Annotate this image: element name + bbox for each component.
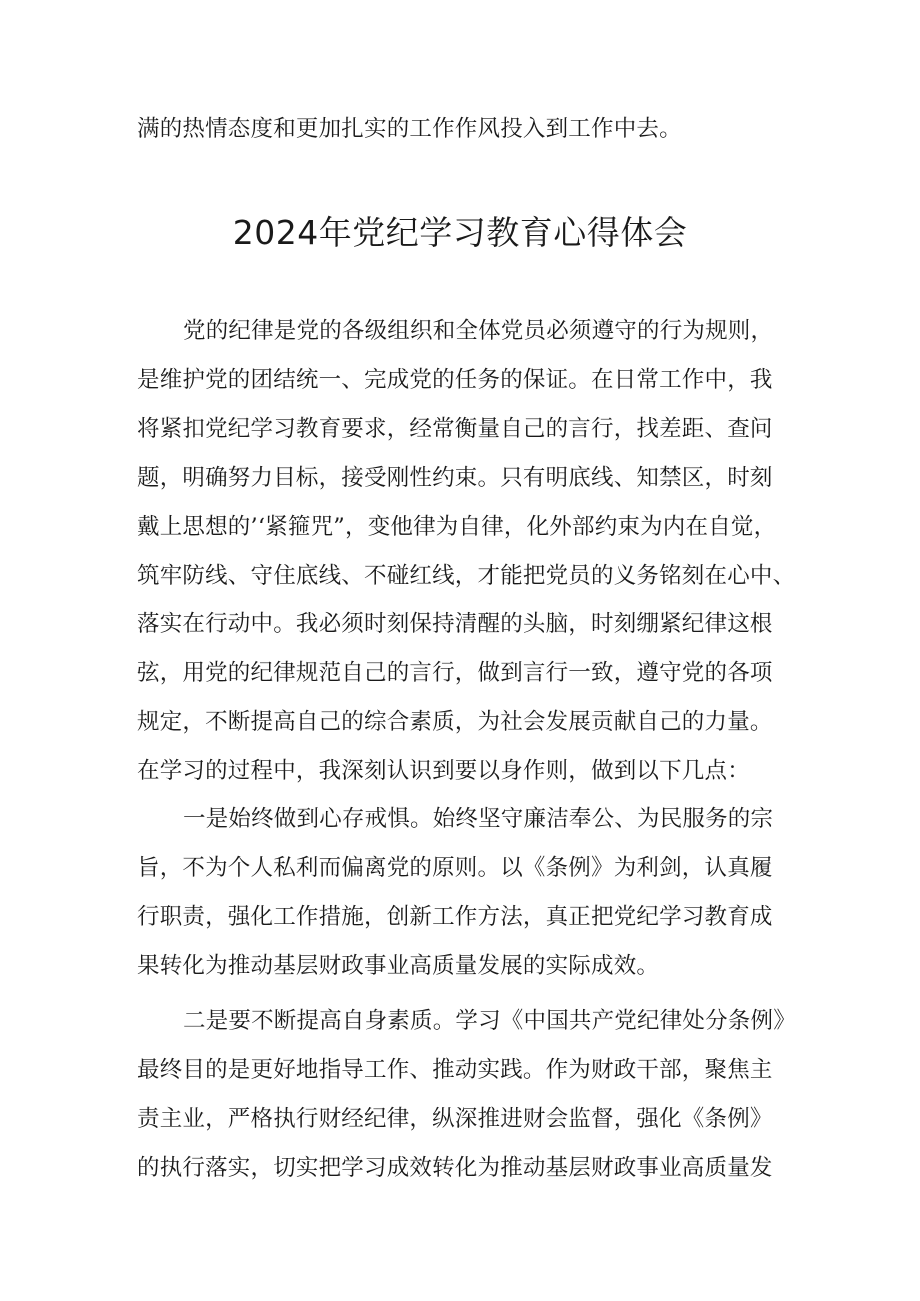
paragraph-line: 是维护党的团结统一、完成党的任务的保证。在日常工作中，我 — [137, 367, 773, 393]
paragraph-line: 党的纪律是党的各级组织和全体党员必须遵守的行为规则， — [183, 318, 774, 344]
paragraph-line: 戴上思想的’‘紧箍咒”，变他律为自律，化外部约束为内在自觉， — [137, 514, 777, 540]
paragraph-line: 果转化为推动基层财政事业高质量发展的实际成效。 — [137, 953, 660, 979]
paragraph-line: 弦，用党的纪律规范自己的言行，做到言行一致，遵守党的各项 — [137, 660, 773, 686]
paragraph-line: 的执行落实，切实把学习成效转化为推动基层财政事业高质量发 — [137, 1155, 773, 1181]
paragraph-line: 在学习的过程中，我深刻认识到要以身作则，做到以下几点： — [137, 758, 750, 784]
paragraph-line: 将紧扣党纪学习教育要求，经常衡量自己的言行，找差距、查问 — [137, 416, 773, 442]
paragraph-line: 行职责，强化工作措施，创新工作方法，真正把党纪学习教育成 — [137, 904, 773, 930]
paragraph-line: 落实在行动中。我必须时刻保持清醒的头脑，时刻绷紧纪律这根 — [137, 611, 773, 637]
paragraph-line: 筑牢防线、守住底线、不碰红线，才能把党员的义务铭刻在心中、 — [137, 563, 796, 589]
paragraph-line: 责主业，严格执行财经纪律，纵深推进财会监督，强化《条例》 — [137, 1106, 773, 1132]
paragraph-line: 一是始终做到心存戒惧。始终坚守廉洁奉公、为民服务的宗 — [183, 806, 774, 832]
paragraph-line: 旨，不为个人私利而偏离党的原则。以《条例》为利剑，认真履 — [137, 855, 773, 881]
paragraph-line: 题，明确努力目标，接受刚性约束。只有明底线、知禁区，时刻 — [137, 465, 773, 491]
document-title: 2024年党纪学习教育心得体会 — [232, 213, 688, 252]
paragraph-line: 二是要不断提高自身素质。学习《中国共产党纪律处分条例》 — [183, 1008, 796, 1034]
lead-line: 满的热情态度和更加扎实的工作作风投入到工作中去。 — [137, 116, 682, 142]
paragraph-line: 最终目的是更好地指导工作、推动实践。作为财政干部，聚焦主 — [137, 1057, 773, 1083]
paragraph-line: 规定，不断提高自己的综合素质，为社会发展贡献自己的力量。 — [137, 709, 773, 735]
